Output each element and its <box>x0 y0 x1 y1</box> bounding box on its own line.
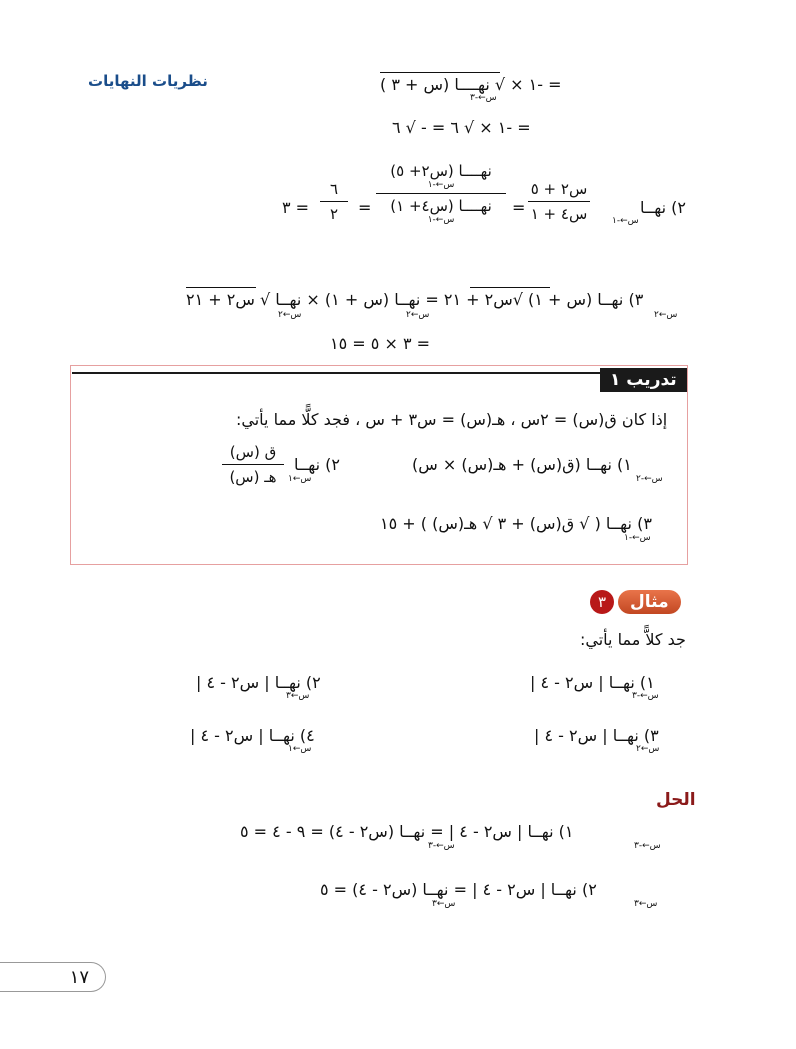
eq2-frac1 <box>528 180 590 223</box>
eq3-sub1: س←٢ <box>654 310 678 320</box>
training-item1: ١) نهــا (ق(س) + هـ(س) × س) <box>412 455 632 474</box>
solution-s1-sub2: س←-٣ <box>428 841 455 851</box>
eq3-line1: ٣) نهــا (س + ١) √س٢ + ٢١ = نهــا (س + ١) × نهــا √ س٢ + ٢١ <box>186 290 644 309</box>
example-q3-sub: س←٢ <box>636 744 660 754</box>
solution-s2-sub2: س←٣ <box>432 899 456 909</box>
training-badge: تدريب ١ <box>600 368 687 392</box>
eq2-eq2: = <box>358 198 372 217</box>
training-item2-den: هـ (س) <box>229 468 277 486</box>
solution-s1: ١) نهــا | س٢ - ٤ | = نهــا (س٢ - ٤) = ٩ - ٤ = ٥ <box>240 822 574 841</box>
training-item2-num: ق (س) <box>229 443 277 461</box>
training-item3-sub: س←-١ <box>624 533 651 543</box>
lim-sub-top1: س←-٣ <box>470 93 497 103</box>
eq2-den1: س٤ + ١ <box>530 205 588 223</box>
example-header <box>590 590 681 614</box>
example-q4-sub: س←١ <box>288 744 312 754</box>
eq2-den2: نهــــا (س٤+ ١) <box>390 197 492 215</box>
eq2-frac2 <box>376 162 506 225</box>
top-line-2: = -١ × √ ٦ = - √ ٦ <box>392 118 531 137</box>
top-line-1: = -١ × √ نهــــا (س + ٣ ) <box>380 75 562 94</box>
eq2-den2-sub: س←-١ <box>427 215 455 225</box>
eq2-eq1: = <box>512 198 526 217</box>
eq3-sub3: س←٢ <box>278 310 302 320</box>
page-header-title: نظريات النهايات <box>88 72 208 90</box>
solution-heading: الحل <box>656 790 696 810</box>
example-intro: جد كلاًّ مما يأتي: <box>580 630 686 649</box>
eq3-sub2: س←٢ <box>406 310 430 320</box>
training-intro: إذا كان ق(س) = ٢س ، هـ(س) = س٣ + س ، فجد كلًّا مما يأتي: <box>236 410 668 429</box>
training-item2-frac <box>222 443 284 486</box>
example-q4: ٤) نهــا | س٢ - ٤ | <box>190 726 315 745</box>
eq2-label: ٢) نهــا <box>640 198 686 217</box>
eq2-num2: نهــــا (س٢+ ٥) <box>390 162 492 180</box>
eq3-line2: = ٣ × ٥ = ١٥ <box>330 334 431 353</box>
solution-s1-sub1: س←-٣ <box>634 841 661 851</box>
eq2-frac3 <box>320 180 348 223</box>
example-badge: مثال <box>618 590 681 614</box>
eq2-num2-sub: س←-١ <box>427 180 455 190</box>
eq3-radical-bar-b <box>470 287 550 288</box>
eq2-lim-sub: س←-١ <box>612 216 639 226</box>
example-q3: ٣) نهــا | س٢ - ٤ | <box>534 726 659 745</box>
training-item1-sub: س←-٢ <box>636 474 663 484</box>
training-item3: ٣) نهــا ( √ ق(س) + ٣ √ هـ(س) ) + ١٥ <box>380 514 652 533</box>
radical-bar-1 <box>380 72 500 73</box>
training-item2-sub: س←١ <box>288 474 312 484</box>
training-rule <box>72 372 684 374</box>
example-q2-sub: س←٣ <box>286 691 310 701</box>
eq3-radical-bar-a <box>186 287 256 288</box>
solution-s2-sub1: س←٣ <box>634 899 658 909</box>
example-q1-sub: س←-٣ <box>632 691 659 701</box>
eq2-den3: ٢ <box>329 205 339 223</box>
page-number: ١٧ <box>0 962 106 992</box>
example-q2: ٢) نهــا | س٢ - ٤ | <box>196 673 321 692</box>
eq2-num3: ٦ <box>329 180 339 198</box>
training-item2-label: ٢) نهــا <box>294 455 340 474</box>
eq2-num1: س٢ + ٥ <box>530 180 588 198</box>
solution-s2: ٢) نهــا | س٢ - ٤ | = نهــا (س٢ - ٤) = ٥ <box>320 880 597 899</box>
example-q1: ١) نهــا | س٢ - ٤ | <box>530 673 655 692</box>
eq2-result: = ٣ <box>282 198 310 217</box>
example-number: ٣ <box>590 590 614 614</box>
